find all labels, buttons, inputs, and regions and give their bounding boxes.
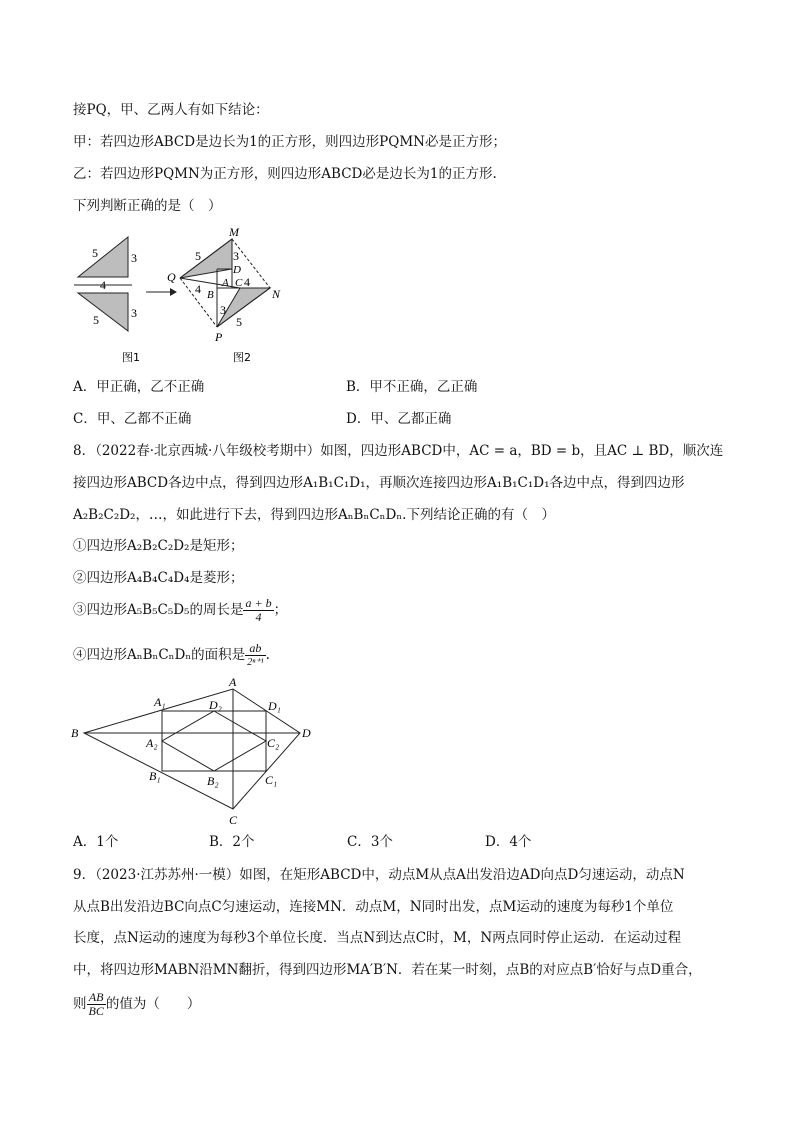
q8-option-d: D．4个 <box>485 834 532 850</box>
rect-A1B1C1D1 <box>162 711 266 771</box>
q7-figures <box>60 220 300 370</box>
fig1-bottom-triangle <box>78 293 128 331</box>
q8-s3-text: ③四边形A₅B₅C₅D₅的周长是 <box>73 602 244 618</box>
label-D2: D₂ <box>209 698 222 712</box>
label-B: B <box>71 726 79 740</box>
label-B1: B₁ <box>149 769 161 783</box>
q7-line-3: 乙：若四边形PQMN为正方形，则四边形ABCD必是边长为1的正方形. <box>73 166 497 182</box>
fig2-label-5b: 5 <box>236 315 242 329</box>
fig2-label-4b: 4 <box>195 282 201 296</box>
fig2-label-P: P <box>215 330 223 344</box>
q8-s3-numerator: a + b <box>245 596 272 610</box>
q9-line-4: 中，将四边形MABN沿MN翻折，得到四边形MA′B′N．若在某一时刻，点B的对应点B′恰好与点D重合， <box>73 962 702 978</box>
label-C2: C₂ <box>267 736 280 750</box>
q7-option-b: B．甲不正确，乙正确 <box>346 379 478 395</box>
fig1-top-triangle <box>78 237 128 277</box>
q8-line-2: 接四边形ABCD各边中点，得到四边形A₁B₁C₁D₁，再顺次连接四边形A₁B₁C₁D₁各边中点，得到四边形 <box>73 475 685 491</box>
q8-option-c: C．3个 <box>347 834 393 850</box>
fig1-label-3b: 3 <box>131 306 137 320</box>
fig2-label-Q: Q <box>167 270 176 284</box>
q9-line-1: 9．（2023·江苏苏州·一模）如图，在矩形ABCD中，动点M从点A出发沿边AD向点D匀速运动，动点N <box>73 867 685 883</box>
label-A: A <box>229 675 237 689</box>
fig2-base <box>180 278 240 288</box>
q9-line-2: 从点B出发沿边BC向点C匀速运动，连接MN．动点M，N同时出发，点M运动的速度为每秒1个单位 <box>73 899 674 915</box>
q7-line-2: 甲：若四边形ABCD是边长为1的正方形，则四边形PQMN必是正方形； <box>73 134 506 150</box>
q7-line-1: 接PQ，甲、乙两人有如下结论： <box>73 102 269 118</box>
label-D: D <box>302 726 311 740</box>
label-C: C <box>229 813 238 827</box>
fig2-label-4a: 4 <box>244 275 250 289</box>
label-A1: A₁ <box>154 695 166 709</box>
fig1-label-5a: 5 <box>92 246 98 260</box>
q7-option-c: C．甲、乙都不正确 <box>73 411 192 427</box>
q9-fraction <box>87 991 106 1018</box>
q8-option-b: B．2个 <box>209 834 255 850</box>
q9-fraction-denominator: BC <box>88 1004 104 1018</box>
label-B2: B₂ <box>207 774 219 788</box>
fig2-label-M: M <box>229 225 239 239</box>
fig2-label-B: B <box>207 289 214 301</box>
fig2-label-3b: 3 <box>220 303 226 317</box>
q8-s4-numerator: ab <box>245 642 265 656</box>
q8-statement-4 <box>73 640 270 670</box>
label-D1: D₁ <box>268 699 281 713</box>
fig2-label-C: C <box>235 277 243 289</box>
q9-line-5-pre: 则 <box>73 996 87 1012</box>
q8-statement-2: ②四边形A₄B₄C₄D₄是菱形； <box>73 570 244 586</box>
fig2-label-5a: 5 <box>195 249 201 263</box>
q7-option-a: A．甲正确，乙不正确 <box>73 379 205 395</box>
q8-s3-denominator: 4 <box>255 610 262 624</box>
q8-line-3: A₂B₂C₂D₂，…，如此进行下去，得到四边形AₙBₙCₙDₙ.下列结论正确的有（ ） <box>73 507 555 523</box>
q9-line-5 <box>73 987 200 1021</box>
q8-figure <box>60 672 330 832</box>
q8-s4-post: . <box>265 647 270 663</box>
q8-statement-1: ①四边形A₂B₂C₂D₂是矩形； <box>73 538 244 554</box>
fig1-caption: 图1 <box>122 351 140 364</box>
fig1-label-4: 4 <box>100 278 106 292</box>
q8-s3-post: ； <box>273 602 288 618</box>
fig2-label-A: A <box>222 277 229 289</box>
q8-option-a: A．1个 <box>73 834 119 850</box>
q9-line-5-post: 的值为（ ） <box>105 996 201 1012</box>
q8-s4-denominator: 2ⁿ⁺¹ <box>247 657 264 668</box>
fig1-label-3a: 3 <box>131 251 137 265</box>
q7-option-d: D．甲、乙都正确 <box>346 411 452 427</box>
fig2-label-D: D <box>233 264 241 276</box>
q7-line-4: 下列判断正确的是（ ） <box>73 198 222 214</box>
fig2-label-N: N <box>272 287 281 301</box>
label-A2: A₂ <box>146 736 158 750</box>
fig2-caption: 图2 <box>233 351 251 364</box>
arrow-head <box>170 288 177 296</box>
q8-s3-fraction <box>243 597 273 624</box>
q9-fraction-numerator: AB <box>87 991 106 1005</box>
q8-line-1: 8．（2022春·北京西城·八年级校考期中）如图，四边形ABCD中，AC = a，BD = b，且AC ⊥ BD，顺次连 <box>73 443 724 459</box>
label-C1: C₁ <box>265 773 278 787</box>
q8-s4-fraction <box>245 642 265 669</box>
fig1-label-5b: 5 <box>93 313 99 327</box>
q9-line-3: 长度，点N运动的速度为每秒3个单位长度．当点N到达点C时，M，N两点同时停止运动．在运动过程 <box>73 930 682 946</box>
fig2-label-3a: 3 <box>233 249 239 263</box>
q8-s4-text: ④四边形AₙBₙCₙDₙ的面积是 <box>73 647 246 663</box>
q8-statement-3 <box>73 595 287 625</box>
rhombus-A2B2C2D2 <box>162 711 266 771</box>
